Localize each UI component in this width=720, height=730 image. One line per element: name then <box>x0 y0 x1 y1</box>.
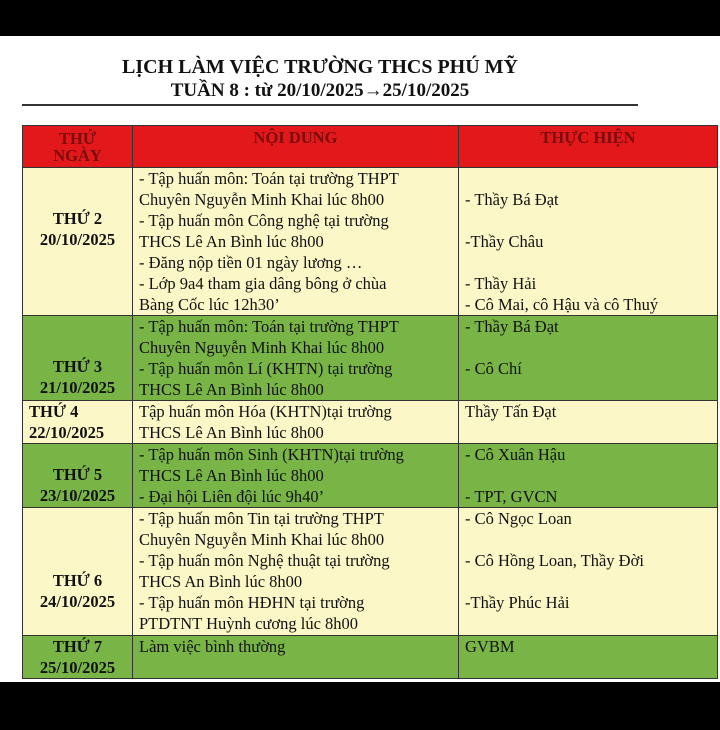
content-line: PTDTNT Huỳnh cương lúc 8h00 <box>139 614 359 633</box>
content-cell <box>133 401 459 444</box>
week-subtitle: TUẦN 8 : từ 20/10/2025→25/10/2025 <box>170 80 470 101</box>
content-line: - Tập huấn môn Công nghệ tại trường <box>139 211 389 230</box>
day-cell <box>23 636 133 679</box>
day-cell <box>23 444 133 508</box>
assignee-line: - Cô Ngọc Loan <box>465 509 572 528</box>
day-cell <box>23 316 133 401</box>
table-header-row <box>23 126 718 168</box>
assignee-line: Thầy Tấn Đạt <box>465 402 557 421</box>
assignee-line: - Thầy Hải <box>465 274 537 293</box>
content-line: Chuyên Nguyễn Minh Khai lúc 8h00 <box>139 190 385 209</box>
table-row <box>23 636 718 679</box>
content-line: - Tập huấn môn Nghệ thuật tại trường <box>139 551 390 570</box>
assignee-line <box>465 529 711 550</box>
assignee-line <box>465 465 711 486</box>
weekday-label: THỨ 2 <box>52 209 103 228</box>
page-title: LỊCH LÀM VIỆC TRƯỜNG THCS PHÚ MỸ <box>122 56 518 78</box>
weekday-label: THỨ 5 <box>52 465 103 484</box>
assignee-line: - Thầy Bá Đạt <box>465 317 559 336</box>
assignee-line: GVBM <box>465 637 515 656</box>
weekday-label: THỨ 3 <box>52 357 103 376</box>
assignee-line <box>465 252 711 273</box>
assignee-line: - Cô Mai, cô Hậu và cô Thuý <box>465 295 659 314</box>
weekday-label: THỨ 6 <box>52 571 103 590</box>
content-line: THCS An Bình lúc 8h00 <box>139 572 303 591</box>
assignee-line: - Thầy Bá Đạt <box>465 190 559 209</box>
assignee-line <box>465 337 711 358</box>
day-cell <box>23 168 133 316</box>
date-label: 23/10/2025 <box>39 486 116 505</box>
assignee-cell <box>459 168 718 316</box>
content-line: Bàng Cốc lúc 12h30’ <box>139 295 280 314</box>
content-line: THCS Lê An Bình lúc 8h00 <box>139 380 324 399</box>
assignee-cell <box>459 444 718 508</box>
assignee-line: - Cô Chí <box>465 359 522 378</box>
content-line: - Lớp 9a4 tham gia dâng bông ở chùa <box>139 274 387 293</box>
day-cell <box>23 508 133 636</box>
content-line: - Tập huấn môn Tin tại trường THPT <box>139 509 384 528</box>
assignee-line: - TPT, GVCN <box>465 487 558 506</box>
date-label: 25/10/2025 <box>39 658 116 677</box>
assignee-cell <box>459 401 718 444</box>
assignee-line: -Thầy Châu <box>465 232 544 251</box>
header-day-label: THỨ <box>59 128 96 148</box>
content-line: THCS Lê An Bình lúc 8h00 <box>139 423 324 442</box>
content-line: - Tập huấn môn Sinh (KHTN)tại trường <box>139 445 404 464</box>
content-line: - Tập huấn môn Lí (KHTN) tại trường <box>139 359 393 378</box>
assignee-cell <box>459 316 718 401</box>
content-cell <box>133 636 459 679</box>
content-line: - Đăng nộp tiền 01 ngày lương … <box>139 253 363 272</box>
assignee-line <box>465 168 711 189</box>
assignee-line: - Cô Xuân Hậu <box>465 445 566 464</box>
weekday-label: THỨ 4 <box>29 402 79 421</box>
schedule-sheet <box>0 36 720 682</box>
header-date-label: NGÀY <box>53 145 102 165</box>
assignee-line <box>465 422 711 443</box>
assignee-line <box>465 613 711 634</box>
header-day-date <box>23 126 133 168</box>
content-line: - Tập huấn môn: Toán tại trường THPT <box>139 169 399 188</box>
assignee-line <box>465 657 711 678</box>
assignee-line <box>465 210 711 231</box>
content-line: THCS Lê An Bình lúc 8h00 <box>139 232 324 251</box>
assignee-cell <box>459 636 718 679</box>
title-underline <box>22 104 638 106</box>
table-row <box>23 444 718 508</box>
content-line: Chuyên Nguyễn Minh Khai lúc 8h00 <box>139 530 385 549</box>
header-content: NỘI DUNG <box>133 126 459 168</box>
date-label: 24/10/2025 <box>39 592 116 611</box>
assignee-line: - Cô Hồng Loan, Thầy Đời <box>465 551 644 570</box>
content-cell <box>133 444 459 508</box>
table-row <box>23 168 718 316</box>
assignee-cell <box>459 508 718 636</box>
date-label: 22/10/2025 <box>29 423 105 442</box>
content-line: - Tập huấn môn: Toán tại trường THPT <box>139 317 399 336</box>
table-row <box>23 508 718 636</box>
weekday-label: THỨ 7 <box>52 637 103 656</box>
table-row <box>23 316 718 401</box>
assignee-line <box>465 379 711 400</box>
date-label: 21/10/2025 <box>39 378 116 397</box>
content-line: THCS Lê An Bình lúc 8h00 <box>139 466 324 485</box>
table-row <box>23 401 718 444</box>
date-label: 20/10/2025 <box>39 230 116 249</box>
bottom-black-bar <box>0 682 720 730</box>
content-line: - Tập huấn môn HĐHN tại trường <box>139 593 365 612</box>
content-line: Chuyên Nguyễn Minh Khai lúc 8h00 <box>139 338 385 357</box>
content-line: Làm việc bình thường <box>139 637 286 656</box>
day-cell <box>23 401 133 444</box>
header-assignee: THỰC HIỆN <box>459 126 718 168</box>
content-line: Tập huấn môn Hóa (KHTN)tại trường <box>139 402 392 421</box>
schedule-table <box>22 125 718 679</box>
content-line: - Đại hội Liên đội lúc 9h40’ <box>139 487 325 506</box>
assignee-line <box>465 571 711 592</box>
content-cell <box>133 508 459 636</box>
content-line <box>139 657 452 678</box>
assignee-line: -Thầy Phúc Hải <box>465 593 570 612</box>
content-cell <box>133 168 459 316</box>
content-cell <box>133 316 459 401</box>
